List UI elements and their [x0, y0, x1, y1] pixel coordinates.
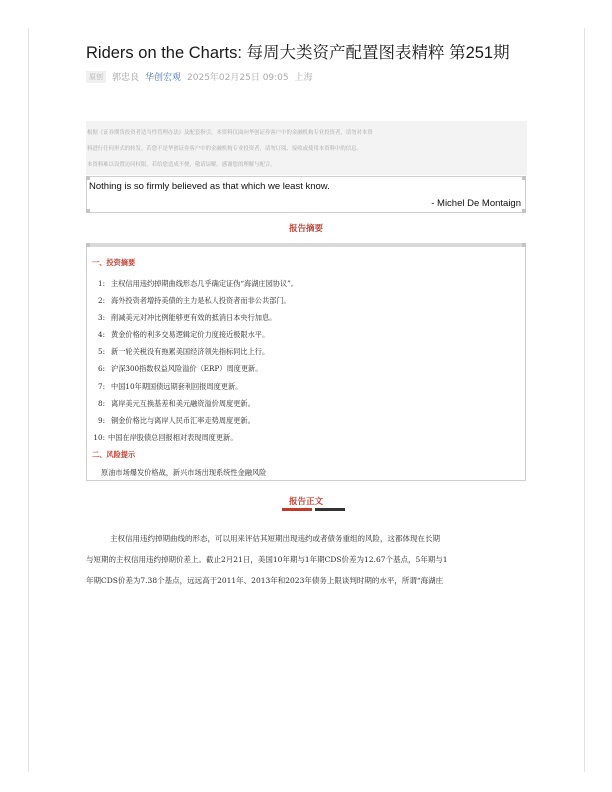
summary-list: [87, 279, 517, 450]
item-number: 10:: [93, 432, 105, 442]
quote-text: Nothing is so firmly believed as that which we least know.: [89, 181, 330, 192]
right-margin-rule: [584, 28, 585, 772]
item-text: 削减美元对冲比例能够更有效的抵消日本央行加息。: [111, 313, 277, 323]
item-text: 海外投资者增持美债的主力是私人投资者而非公共部门。: [111, 296, 291, 306]
body-heading: 报告正文: [288, 497, 323, 507]
list-item: [87, 416, 517, 433]
risk-warning-text: 原油市场爆发价格战，新兴市场出现系统性金融风险: [101, 468, 267, 477]
list-item: [87, 347, 517, 364]
quote-author: - Michel De Montaign: [431, 198, 521, 209]
author-name: 郭忠良: [112, 73, 140, 83]
disclaimer-line: 本资料难以设置访问权限，若给您造成不便，敬请谅解。感谢您的理解与配合。: [87, 162, 276, 168]
item-text: 中国在岸股债总回报相对表现周度更新。: [108, 432, 238, 442]
item-number: 3:: [98, 313, 105, 323]
investment-summary-title: 一、投资摘要: [92, 258, 136, 267]
quote-box: [86, 176, 526, 213]
item-text: 中国10年期国债远期套利回报周度更新。: [111, 381, 243, 391]
item-text: 铜金价格比与离岸人民币汇率走势周度更新。: [111, 415, 255, 425]
item-number: 9:: [98, 415, 105, 425]
list-item: [87, 399, 517, 416]
article-meta: [86, 70, 313, 83]
heading-underline-dark: [315, 508, 345, 511]
list-item: [87, 296, 517, 313]
list-item: [87, 313, 517, 330]
item-text: 离岸美元互换基差和美元融资溢价周度更新。: [111, 398, 255, 408]
summary-heading: 报告摘要: [288, 224, 323, 234]
publish-location: 上海: [294, 73, 313, 83]
original-tag: 原创: [86, 71, 106, 83]
corner-mark: [522, 176, 526, 180]
item-text: 新一轮关税没有拖累美国经济领先指标同比上行。: [111, 347, 270, 357]
corner-mark: [86, 176, 90, 180]
item-number: 1:: [98, 279, 105, 288]
body-paragraph: [86, 528, 526, 591]
disclaimer-box: [86, 121, 527, 175]
paragraph-line: 年期CDS价差为7.38个基点，远远高于2011年、2013年和2023年债务上限谈判时期的水平，所谓“海湖庄: [86, 576, 444, 585]
item-text: 黄金价格的利多交易逻辑定价力度接近极限水平。: [111, 330, 270, 340]
list-item: [87, 364, 517, 381]
item-number: 7:: [98, 381, 105, 391]
corner-mark: [86, 243, 90, 247]
list-item: [87, 382, 517, 399]
item-number: 2:: [98, 296, 105, 306]
publisher-link[interactable]: 华创宏观: [145, 73, 182, 83]
item-number: 4:: [98, 330, 105, 340]
summary-box: [86, 243, 526, 481]
corner-mark: [522, 243, 526, 247]
item-number: 8:: [98, 398, 105, 408]
heading-underline-red: [282, 508, 312, 511]
paragraph-line: 与短期的主权信用违约掉期价差上。截止2月21日，美国10年期与1年期CDS价差为12.67个基点，5年期与1: [86, 555, 448, 564]
disclaimer-line: 根据《证券期货投资者适当性管理办法》及配套指引，本资料仅面向华创证券客户中的金融机构专业投资者，请勿对本资: [87, 130, 373, 136]
paragraph-line: 主权信用违约掉期曲线的形态，可以用来评估其短期出现违约或者债务重组的风险，这都体现在长期: [110, 534, 440, 543]
item-text: 主权信用违约掉期曲线形态几乎确定证伪“海湖庄园协议”。: [111, 279, 299, 288]
item-number: 6:: [98, 364, 105, 374]
list-item: [87, 433, 517, 450]
list-item: [87, 279, 517, 296]
list-item: [87, 330, 517, 347]
disclaimer-line: 料进行任何形式的转发。若您不是华创证券客户中的金融机构专业投资者，请勿订阅、接收或使用本资料中的信息。: [87, 146, 362, 152]
publish-datetime: 2025年02月25日 09:05: [187, 73, 289, 83]
corner-mark: [522, 209, 526, 213]
left-margin-rule: [28, 28, 29, 772]
item-number: 5:: [98, 347, 105, 357]
item-text: 沪深300指数权益风险溢价（ERP）周度更新。: [111, 364, 263, 374]
corner-mark: [86, 209, 90, 213]
article-title: Riders on the Charts: 每周大类资产配置图表精粹 第251期: [86, 44, 510, 62]
risk-warning-title: 二、风险提示: [92, 450, 136, 459]
